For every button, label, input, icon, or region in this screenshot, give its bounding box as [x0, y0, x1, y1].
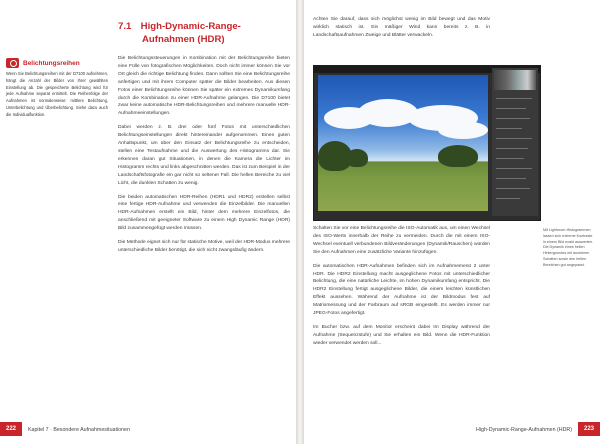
- chapter-title-line1: High-Dynamic-Range-: [140, 21, 241, 32]
- side-note: [6, 58, 108, 119]
- page-number: 223: [583, 426, 594, 432]
- chapter-title-line2: Aufnahmen (HDR): [142, 34, 225, 45]
- lightroom-screenshot: [313, 65, 541, 221]
- running-footer: High-Dynamic-Range-Aufnahmen (HDR): [476, 427, 572, 433]
- chapter-number: 7.1: [118, 21, 132, 32]
- slider-row: [496, 168, 532, 169]
- slider-row: [496, 148, 528, 149]
- page-number: 222: [5, 426, 16, 432]
- left-page: [0, 0, 296, 444]
- tree-shape: [346, 149, 368, 167]
- paragraph: Dabei werden z. B. drei oder fünf Fotos mit unterschiedlichen Belichtungseinstellungen direkt hintereinander aufgenommen. Einen guten Anhaltspunkt, um über den Einsatz der Belichtungsreihe zu entscheiden, stellen eine Testaufnahme und die Auswertung des Histogramms dar. Sie erkennen daran gut Situationen, in denen die Kamera die Lichter im Histogramm rechts und links abgeschnitten werden. Das ist zum Beispiel in der Landschaftsfotografie ein gar nicht so seltener Fall. Die hellen Bereiche zu viel Licht, die dunklen Schatten zu wenig.: [118, 125, 290, 186]
- cloud-shape: [438, 121, 488, 139]
- side-note-title: Belichtungsreihen: [23, 59, 80, 67]
- running-footer: Kapitel 7 · Besondere Aufnahmesituationen: [28, 427, 130, 433]
- paragraph: Im Bucher bzw. auf dem Monitor erscheint dabei Im Display während der Aufnahme (Sequenzstufe) und Sie erhalten ein Bild. Wenn die HDR-Funktion wieder verwendet werden soll...: [313, 324, 490, 346]
- slider-row: [496, 128, 522, 129]
- landscape-photo: [318, 75, 488, 211]
- tree-shape: [438, 145, 478, 167]
- slider-row: [496, 138, 532, 139]
- chapter-title: [118, 20, 288, 46]
- slider-row: [496, 108, 526, 109]
- histogram: [494, 70, 536, 90]
- paragraph: Die beiden automatischen HDR-Reihen (HDR1 und HDR2) erstellen selbst eine fertige HDR-Aufnahme und verwenden die Einzelbilder. Die manuellen HDR-Aufnahmen erstellt ein Bild, hinter dem mehrere Einzelfotos, die anschließend mit geeigneter Software zu einem High Dynamic Range (HDR) Bild zusammengefügt werden müssen.: [118, 194, 290, 232]
- slider-row: [496, 118, 530, 119]
- slider-row: [496, 98, 532, 99]
- right-top-text: Achten Sie darauf, dass sich möglichst wenig im Bild bewegt und das Motiv wirklich statisch ist. Ein mäßiger Wind kann bereits z. B. in Landschaftsaufnahmen Zweige und Blätter verwackeln.: [313, 17, 490, 38]
- paragraph: Die automatischen HDR-Aufnahmen befinden sich im Aufnahmemenü 2 unter HDR. Die HDR2 Einstellung macht ausgeglichene Fotos mit unterschiedlicher Belichtung, die eine natürliche Leichte, im hohen Dynamikumfang entspricht. Die HDR2 Einstellung fertigt ausgeglichene Bilder, die einem leichten künstlichen Effekt aussehen. Während der Aufnahme ist der Bildmodus fest auf Matrixmessung und der Farbraum auf sRGB eingestellt. Es werden immer nur JPEG-Fotos angefertigt.: [313, 263, 490, 317]
- slider-row: [496, 158, 524, 159]
- left-body-text: [118, 55, 290, 261]
- page-number-badge: [0, 422, 22, 436]
- page-number-badge: [578, 422, 600, 436]
- slider-row: [496, 198, 520, 199]
- side-note-text: Wenn Sie Belichtungsreihen mit der D7100 aufnehmen, hängt die Anzahl der Bilder von Ihrer gewählten Einstellung ab. Die gespeicherte Belichtung wird für jede Aufnahme separat ermittelt. Die Reihenfolge der Aufnahmen ist normalerweise: mittlere Belichtung, Unterbelichtung und Überbelichtung. Siehe dazu auch die Individualfunktion.: [6, 71, 108, 117]
- slider-row: [496, 178, 526, 179]
- paragraph: Die Methode eignet sich nur für statische Motive, weil der HDR-Modus mehrere unterschiedliche Bilder benötigt, die sich nicht zwangsläufig ändern.: [118, 240, 290, 253]
- camera-icon: [6, 58, 19, 68]
- right-page: [304, 0, 600, 444]
- paragraph: Schalten Sie vor eine Belichtungsreihe die ISO-Automatik aus, um einen Wechsel des ISO-Werts innerhalb der Reihe zu vermeiden. Durch die mit einem ISO-Wechsel eventuell verbundenen Bildveränderungen (Dynamik/Rauschen) würden Sie den Aufnahmen eine zusätzliche Variante hinzufügen.: [313, 226, 490, 255]
- paragraph: Die Belichtungssteuerungen in Kombination mit der Belichtungsreihe bieten eine Fülle von fotografischen Möglichkeiten. Doch nicht immer können Sie vor Ort gleich die richtige Belichtung finden. Dann sollten Sie eine Belichtungsreihe anfertigen und mit ihrem Computer später die Bilder bearbeiten. Aus diesen Fotos einer Belichtungsreihe können Sie später ein extremes Dynamikumfang durch die Kombination zu einer HDR-Aufnahme gelangen. Die D7100 bietet zwar keine automatische HDR-Belichtungsreihen und mehrere manuelle HDR-Aufnahmeeinstellungen.: [118, 56, 290, 117]
- side-note-header: [6, 58, 108, 68]
- right-body-text: [313, 225, 490, 354]
- figure-caption: Mit Lightroom-Histogrammen lassen sich extreme Kontraste in einem Bild exakt auswerten. Die Dynamik eines hellen Hintergrundes mit dunkleren Schatten sowie den hellen Bereichen gut angepasst.: [543, 228, 594, 267]
- slider-row: [496, 188, 530, 189]
- book-gutter: [296, 0, 304, 444]
- develop-panel: [492, 68, 538, 216]
